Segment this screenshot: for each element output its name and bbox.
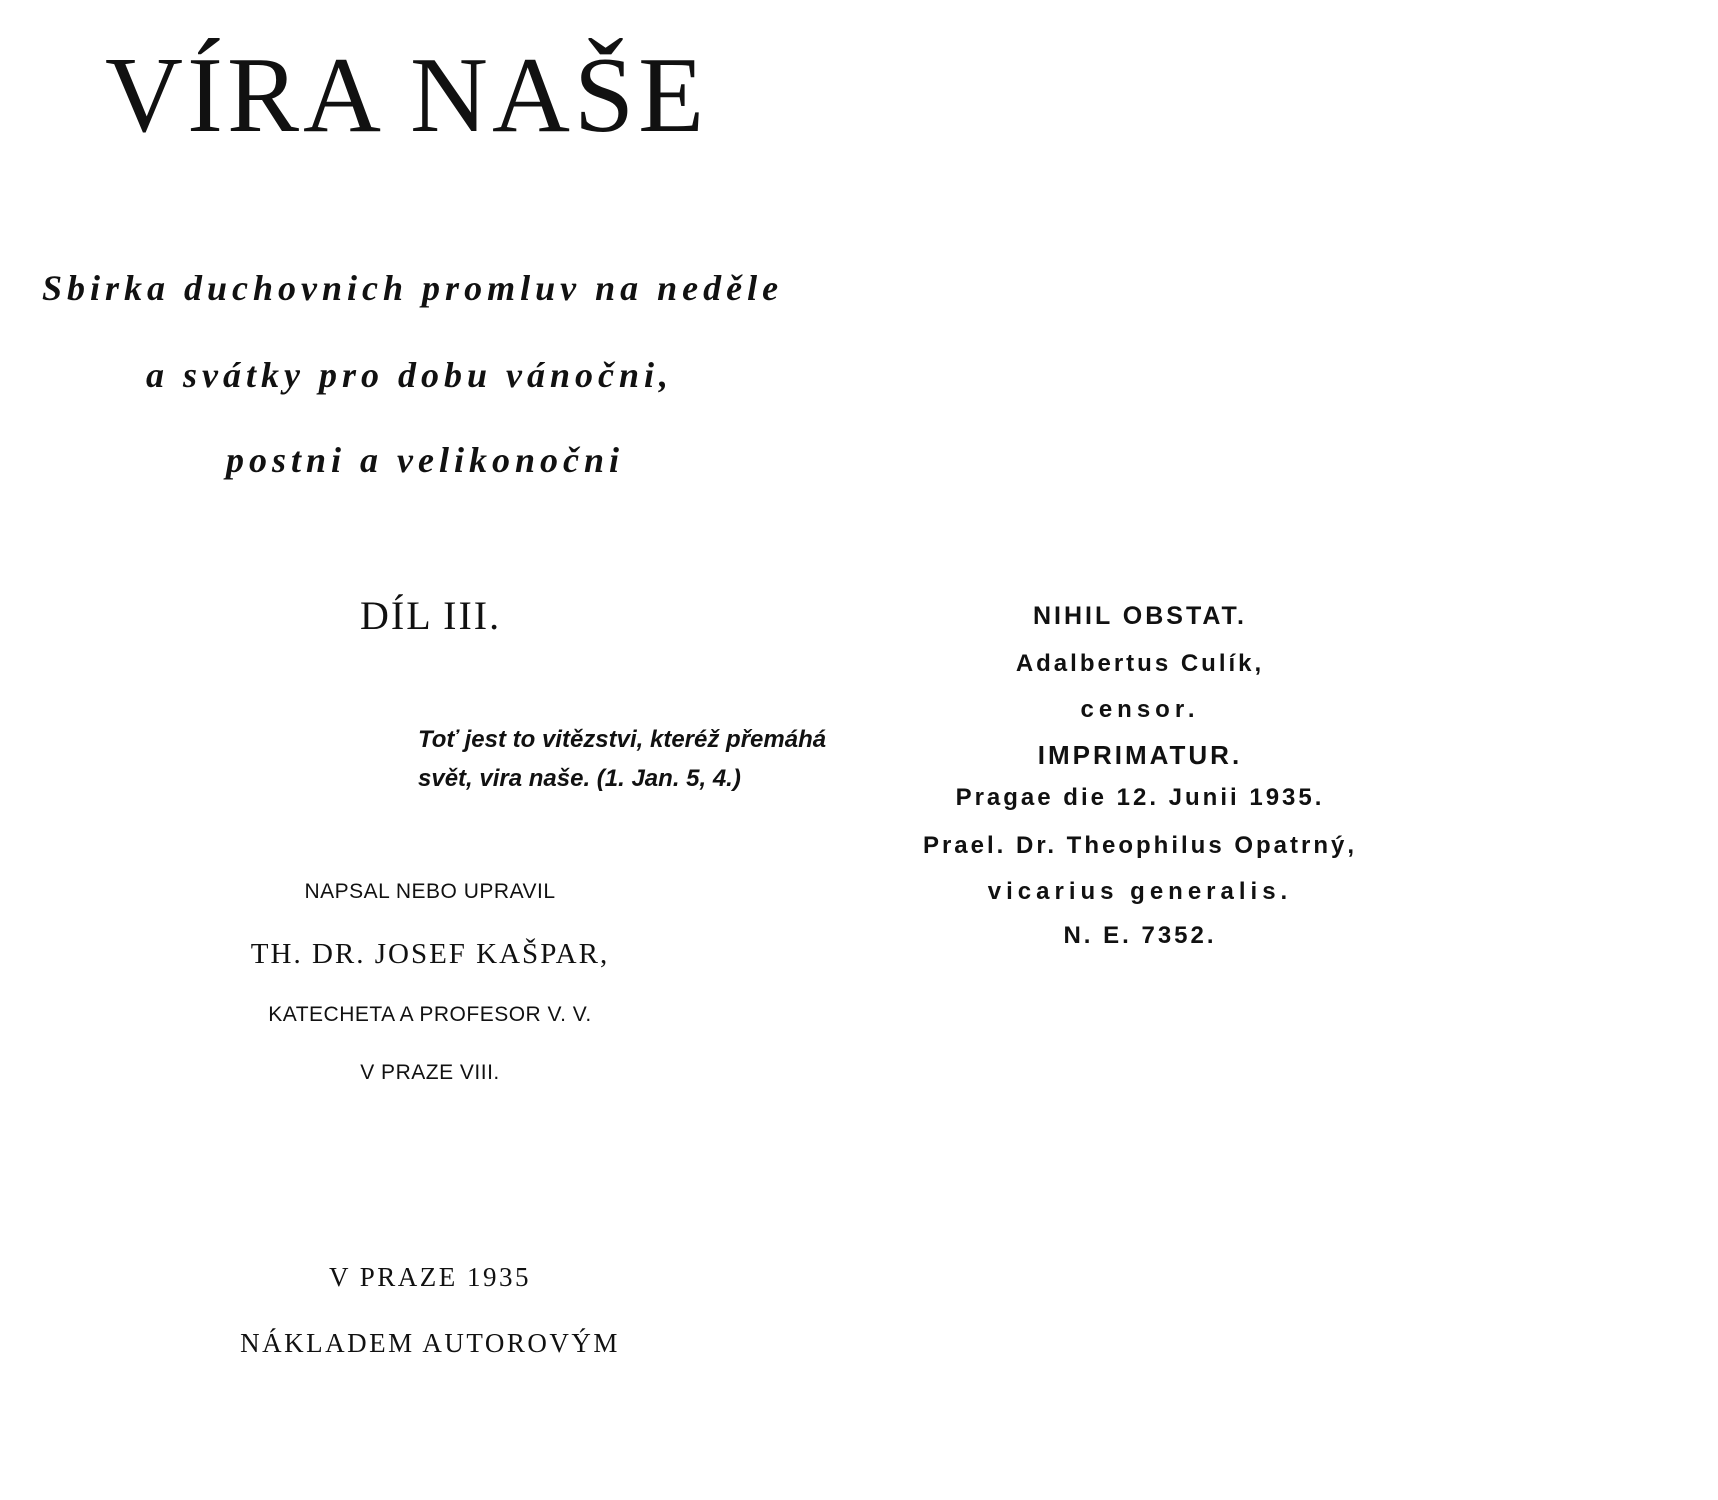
approval-censor-title: censor.	[1080, 696, 1200, 723]
approval-nihil-obstat: NIHIL OBSTAT.	[1033, 602, 1247, 630]
imprint-place-year: V PRAZE 1935	[328, 1262, 532, 1292]
approval-censor-name: Adalbertus Culík,	[1015, 650, 1265, 677]
subtitle-line-1: Sbirka duchovnich promluv na neděle	[42, 268, 784, 308]
approval-vicar-name: Prael. Dr. Theophilus Opatrný,	[922, 832, 1358, 859]
approval-reference-number: N. E. 7352.	[1063, 922, 1217, 949]
book-title: VÍRA NAŠE	[105, 36, 709, 155]
approval-date: Pragae die 12. Junii 1935.	[955, 784, 1325, 811]
motto-line-2: svět, vira naše. (1. Jan. 5, 4.)	[418, 765, 741, 792]
author-role: KATECHETA A PROFESOR V. V.	[268, 1003, 592, 1026]
approval-imprimatur: IMPRIMATUR.	[1037, 740, 1243, 770]
motto-line-1: Toť jest to vitězstvi, kteréž přemáhá	[418, 726, 827, 753]
imprint-publisher: NÁKLADEM AUTOROVÝM	[240, 1328, 620, 1358]
subtitle-line-2: a svátky pro dobu vánočni,	[146, 355, 674, 395]
author-label: NAPSAL NEBO UPRAVIL	[304, 880, 556, 903]
volume-label: DÍL III.	[360, 593, 502, 638]
right-page	[860, 0, 1718, 1500]
subtitle-line-3: postni a velikonočni	[226, 440, 625, 480]
approval-vicar-title: vicarius generalis.	[987, 878, 1293, 905]
author-name: TH. DR. JOSEF KAŠPAR,	[250, 938, 610, 970]
author-place: V PRAZE VIII.	[360, 1061, 500, 1084]
